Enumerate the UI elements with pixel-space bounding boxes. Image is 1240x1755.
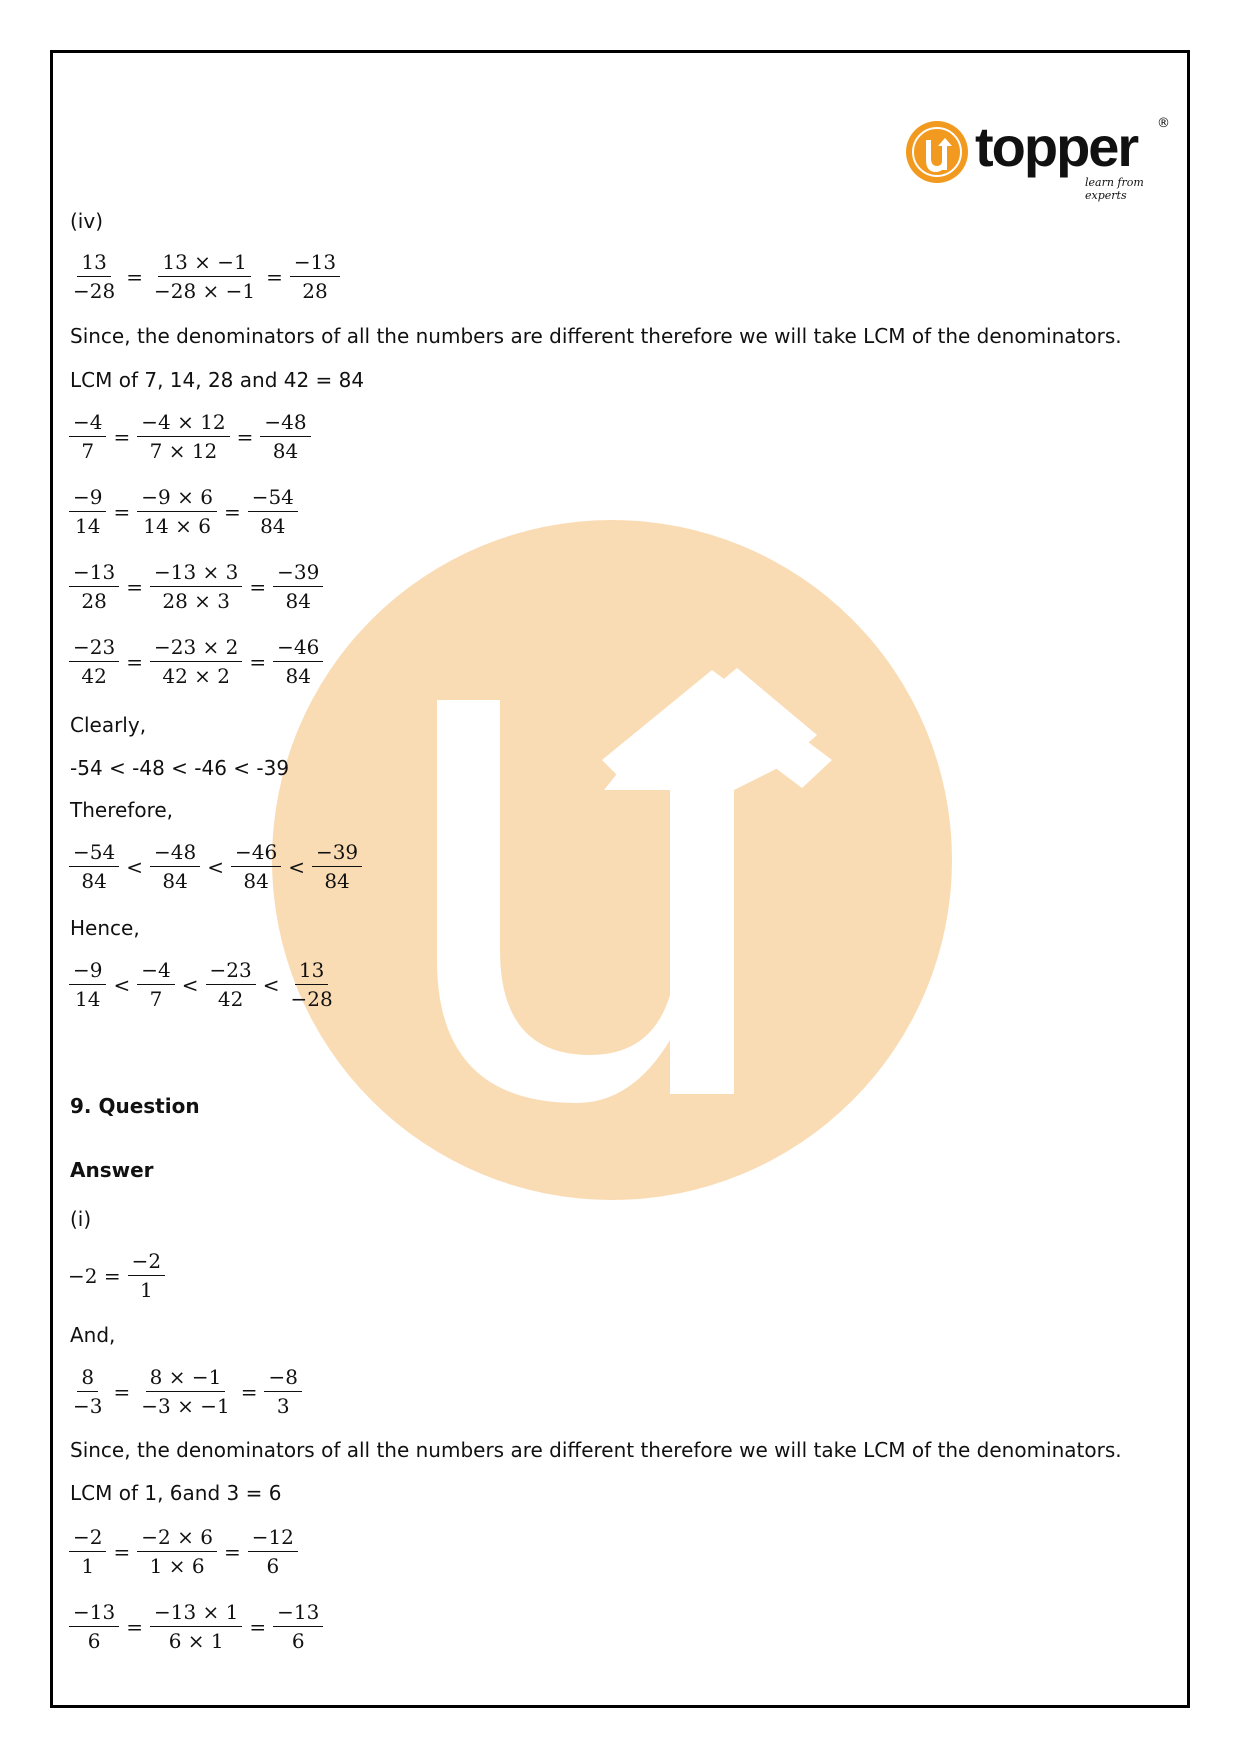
watermark-logo <box>272 520 952 1200</box>
equation-iv-5: $\frac{-23}{42}$ = $\frac{-23 \times 2}{42 \times 2}$ = $\frac{-46}{84}$ <box>66 633 326 690</box>
equation-iv-3: $\frac{-9}{14}$ = $\frac{-9 \times 6}{14 \times 6}$ = $\frac{-54}{84}$ <box>66 483 301 540</box>
hence-label: Hence, <box>70 916 140 940</box>
part-i-label: (i) <box>70 1207 92 1231</box>
question-9-title: 9. Question <box>70 1094 200 1118</box>
part-iv-label: (iv) <box>70 209 103 233</box>
answer-heading: Answer <box>70 1158 154 1182</box>
equation-iv-2: $\frac{-4}{7}$ = $\frac{-4 \times 12}{7 \times 12}$ = $\frac{-48}{84}$ <box>66 408 314 465</box>
registered-mark: ® <box>1157 116 1170 131</box>
equation-9-3: $\frac{-2}{1}$ = $\frac{-2 \times 6}{1 \times 6}$ = $\frac{-12}{6}$ <box>66 1523 301 1580</box>
fraction: $\frac{13 \times -1}{-28 \times -1}$ <box>153 250 256 303</box>
inequality-fractions-2: $\frac{-9}{14}$ < $\frac{-4}{7}$ < $\frac{-23}{42}$ < $\frac{13}{-28}$ <box>66 956 340 1013</box>
logo-tagline: learn from experts <box>1085 176 1144 202</box>
fraction: $\frac{13}{-28}$ <box>73 250 116 303</box>
equation-9-4: $\frac{-13}{6}$ = $\frac{-13 \times 1}{6 \times 1}$ = $\frac{-13}{6}$ <box>66 1598 326 1655</box>
logo-text: topper <box>975 115 1138 178</box>
since-paragraph-2: Since, the denominators of all the numbers are different therefore we will take LCM of the denominators. <box>70 1438 1122 1462</box>
inequality-text: -54 < -48 < -46 < -39 <box>70 756 290 780</box>
utopper-logo <box>905 115 1175 202</box>
clearly-label: Clearly, <box>70 713 147 737</box>
lcm-statement: LCM of 7, 14, 28 and 42 = 84 <box>70 368 365 392</box>
equation-iv-1: $\frac{13}{-28}$ = $\frac{13 \times -1}{-28 \times -1}$ = $\frac{-13}{28}$ <box>66 248 343 305</box>
lcm-statement-2: LCM of 1, 6and 3 = 6 <box>70 1481 282 1505</box>
equation-9-2: $\frac{8}{-3}$ = $\frac{8 \times -1}{-3 \times -1}$ = $\frac{-8}{3}$ <box>66 1363 305 1420</box>
equation-9-1: −2 = $\frac{-2}{1}$ <box>68 1247 168 1304</box>
therefore-label: Therefore, <box>70 798 174 822</box>
inequality-fractions-1: $\frac{-54}{84}$ < $\frac{-48}{84}$ < $\frac{-46}{84}$ < $\frac{-39}{84}$ <box>66 838 365 895</box>
equation-iv-4: $\frac{-13}{28}$ = $\frac{-13 \times 3}{28 \times 3}$ = $\frac{-39}{84}$ <box>66 558 326 615</box>
since-paragraph: Since, the denominators of all the numbers are different therefore we will take LCM of the denominators. <box>70 324 1122 348</box>
and-label: And, <box>70 1323 116 1347</box>
fraction: $\frac{-13}{28}$ <box>290 248 340 305</box>
